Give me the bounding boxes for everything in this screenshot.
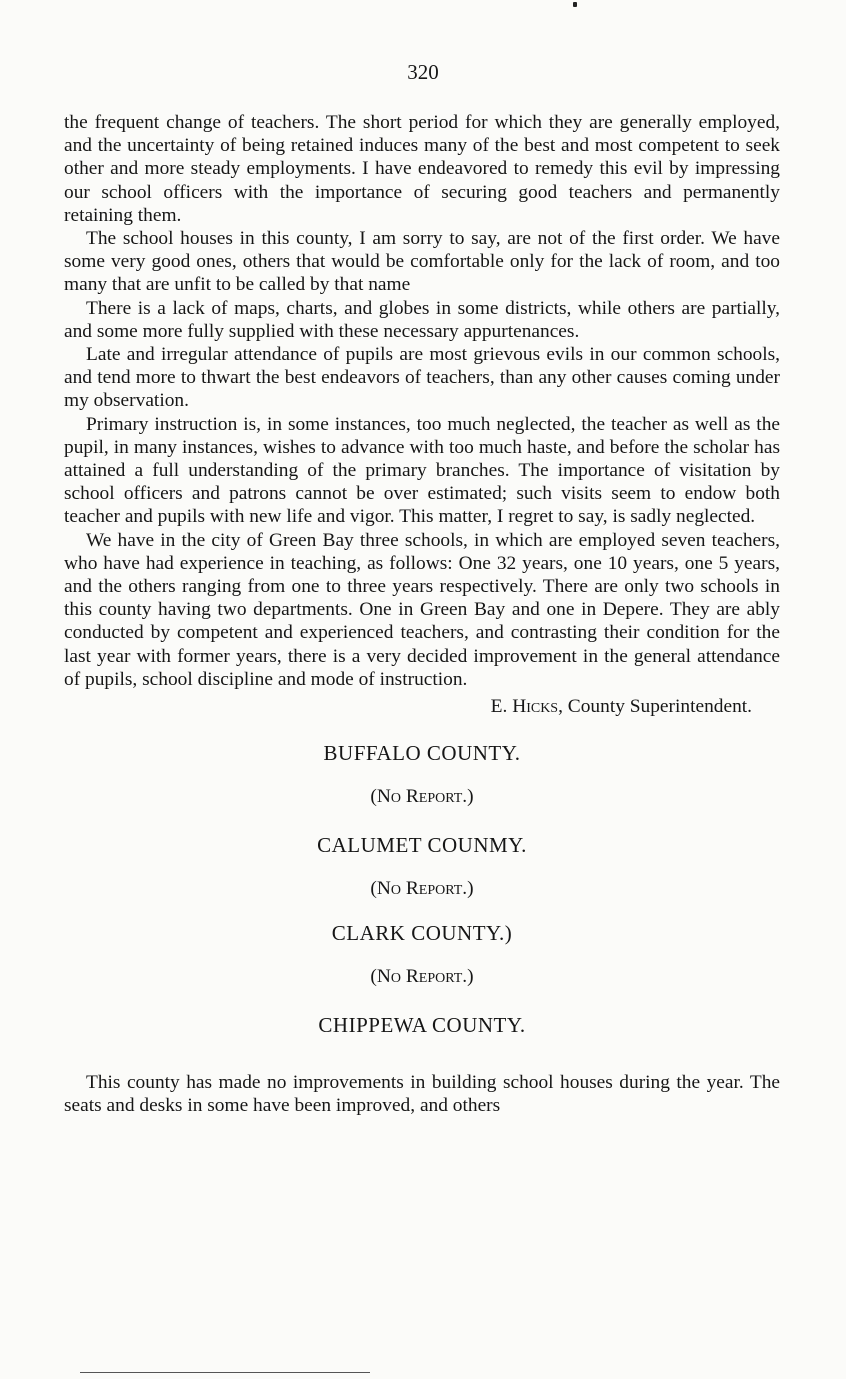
page-number: 320 (407, 60, 439, 84)
section-heading-calumet: CALUMET COUNMY. (317, 833, 527, 858)
section-heading-chippewa: CHIPPEWA COUNTY. (318, 1013, 526, 1038)
paragraph-chippewa: This county has made no improvements in building school houses during the year. The seats and desks in some have been improved, and others (64, 1072, 780, 1117)
paragraph: There is a lack of maps, charts, and globes in some districts, while others are partially, and some more fully supplied with these necessary appurtenances. (64, 297, 780, 342)
paragraph: We have in the city of Green Bay three schools, in which are employed seven teachers, who have had experience in teaching, as follows: One 32 years, one 10 years, one 5 years, and the others ranging from one to three years respectively. There are only two schools in this county having two departments. One in Green Bay and one in Depere. They are ably conducted by competent and experienced teachers, and contrasting their condition for the last year with former years, there is a very decided improvement in the general attendance of pupils, school discipline and mode of instruction. (64, 529, 780, 690)
signature-name: E. Hicks (490, 696, 559, 718)
footer-rule (80, 1372, 370, 1373)
body-text (64, 111, 780, 1117)
ink-speck (573, 2, 577, 7)
paragraph: the frequent change of teachers. The short period for which they are generally employed, and the uncertainty of being retained induces many of the best and most competent to seek other and more steady employments. I have endeavored to remedy this evil by impressing our school officers with the importance of securing good teachers and permanently retaining them. (64, 112, 780, 226)
paragraph: Late and irregular attendance of pupils are most grievous evils in our common schools, and tend more to thwart the best endeavors of teachers, than any other causes coming under my observation. (64, 344, 780, 412)
no-report-note: (No Report.) (370, 878, 474, 900)
paragraph: Primary instruction is, in some instances, too much neglected, the teacher as well as the pupil, in many instances, wishes to advance with too much haste, and before the scholar has attained a full understanding of the primary branches. The importance of visitation by school officers and patrons cannot be over estimated; such visits seem to endow both teacher and pupils with new life and vigor. This matter, I regret to say, is sadly neglected. (64, 413, 780, 528)
paragraph: The school houses in this county, I am sorry to say, are not of the first order. We have some very good ones, others that would be comfortable only for the lack of room, and too many that are unfit to be called by that name (64, 228, 780, 296)
section-heading-buffalo: BUFFALO COUNTY. (323, 741, 521, 766)
signature-title: , County Superintendent. (558, 696, 752, 718)
no-report-note: (No Report.) (370, 966, 474, 988)
no-report-note: (No Report.) (370, 786, 474, 808)
signature (64, 695, 780, 719)
section-heading-clark: CLARK COUNTY.) (331, 921, 513, 946)
